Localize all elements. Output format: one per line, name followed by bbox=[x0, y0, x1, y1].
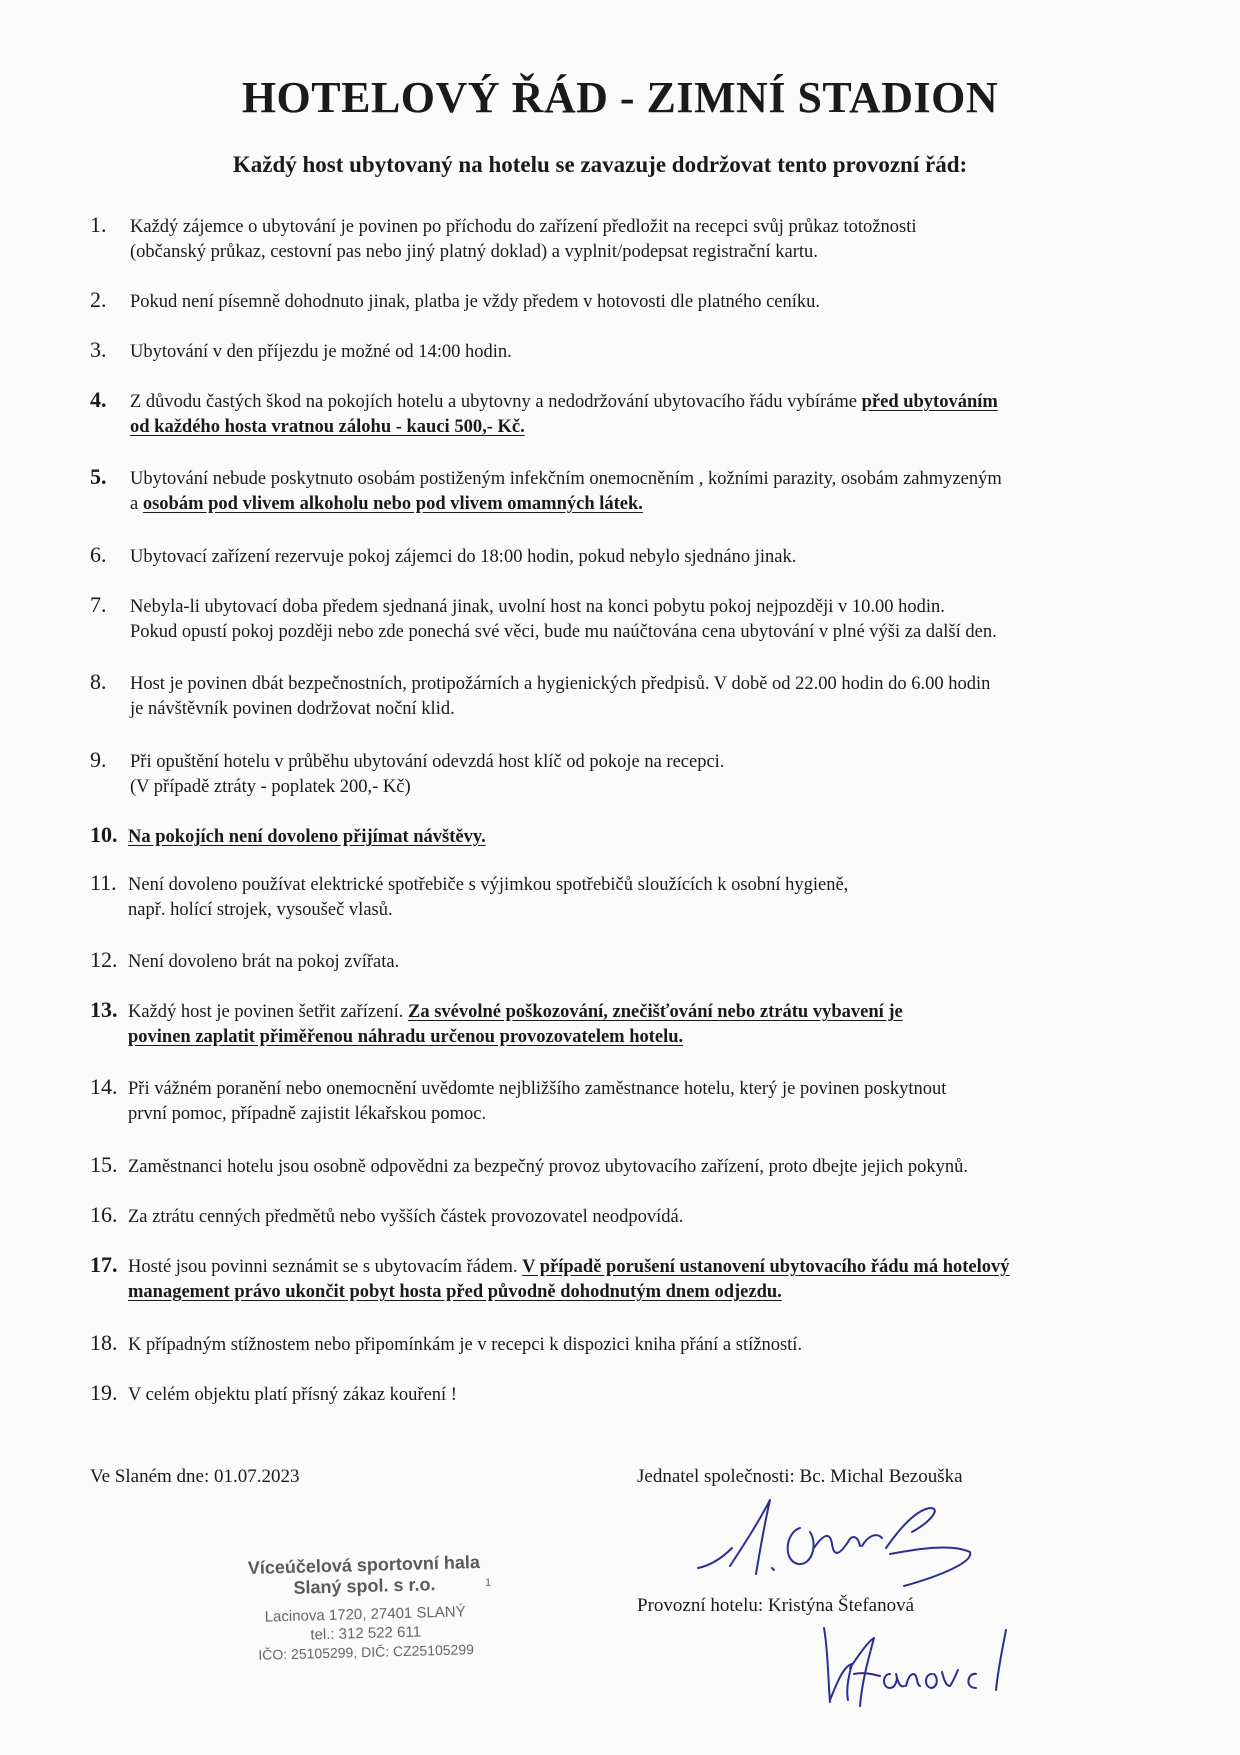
rule-line bbox=[128, 1000, 1168, 1025]
rule-emphasis: management právo ukončit pobyt hosta před původně dohodnutým dnem odjezdu. bbox=[128, 1282, 782, 1302]
rule-segment: a bbox=[130, 494, 143, 514]
rule-segment: (V případě ztráty - poplatek 200,- Kč) bbox=[130, 777, 411, 797]
rule-line bbox=[130, 215, 1170, 240]
rule-line bbox=[128, 1383, 1168, 1408]
rule-segment: Ubytování nebude poskytnuto osobám postiženým infekčním onemocněním , kožními parazity, osobám zahmyzeným bbox=[130, 469, 1002, 489]
rule-line bbox=[128, 873, 1168, 898]
rule-line bbox=[128, 1280, 1168, 1305]
rule-text bbox=[130, 215, 1170, 265]
rule-line bbox=[130, 595, 1170, 620]
rule-segment: Není dovoleno používat elektrické spotřebiče s výjimkou spotřebičů sloužících k osobní hygieně, bbox=[128, 875, 849, 895]
rule-segment: např. holící strojek, vysoušeč vlasů. bbox=[128, 900, 393, 920]
rule-number: 5. bbox=[90, 464, 107, 489]
rule-text bbox=[130, 290, 1170, 315]
rule-number: 18. bbox=[90, 1330, 118, 1355]
stamp-phone: tel.: 312 522 611 bbox=[310, 1623, 422, 1644]
rule-number: 4. bbox=[90, 387, 107, 412]
rule-number: 11. bbox=[90, 870, 117, 895]
rule-segment: Zaměstnanci hotelu jsou osobně odpovědni za bezpečný provoz ubytovacího zařízení, proto dbejte jejich pokynů. bbox=[128, 1157, 968, 1177]
rule-text bbox=[128, 873, 1168, 923]
rule-text bbox=[130, 595, 1170, 645]
rule-segment: Při opuštění hotelu v průběhu ubytování odevzdá host klíč od pokoje na recepci. bbox=[130, 752, 725, 772]
rule-segment: Host je povinen dbát bezpečnostních, protipožárních a hygienických předpisů. V době od 22.00 hodin do 6.00 hodin bbox=[130, 674, 991, 694]
rule-text bbox=[128, 1205, 1168, 1230]
manager-signature bbox=[810, 1620, 1040, 1710]
rule-text bbox=[128, 1255, 1168, 1305]
rule-text bbox=[128, 1155, 1168, 1180]
rule-line bbox=[128, 1255, 1168, 1280]
rule-segment: Pokud není písemně dohodnuto jinak, platba je vždy předem v hotovosti dle platného ceníku. bbox=[130, 292, 821, 312]
place-date: Ve Slaném dne: 01.07.2023 bbox=[90, 1466, 300, 1487]
rule-line bbox=[128, 1102, 1168, 1127]
rule-segment: Nebyla-li ubytovací doba předem sjednaná jinak, uvolní host na konci pobytu pokoj nejpozději v 10.00 hodin. bbox=[130, 597, 945, 617]
rule-number: 19. bbox=[90, 1380, 118, 1405]
manager-name: Provozní hotelu: Kristýna Štefanová bbox=[637, 1595, 915, 1616]
rule-number: 14. bbox=[90, 1074, 118, 1099]
rule-line bbox=[130, 340, 1170, 365]
rule-segment: první pomoc, případně zajistit lékařskou pomoc. bbox=[128, 1104, 487, 1124]
stamp-address: Lacinova 1720, 27401 SLANÝ bbox=[264, 1603, 466, 1626]
rule-line bbox=[130, 775, 1170, 800]
rule-text bbox=[130, 340, 1170, 365]
document-title: HOTELOVÝ ŘÁD - ZIMNÍ STADION bbox=[241, 73, 999, 122]
rule-line bbox=[128, 1333, 1168, 1358]
rule-line bbox=[128, 1077, 1168, 1102]
rule-line bbox=[128, 1205, 1168, 1230]
rule-line bbox=[130, 415, 1170, 440]
rule-segment: Každý host je povinen šetřit zařízení. bbox=[128, 1002, 408, 1022]
rule-emphasis: od každého hosta vratnou zálohu - kauci 500,- Kč. bbox=[130, 417, 525, 437]
rule-line bbox=[130, 290, 1170, 315]
rule-emphasis: před ubytováním bbox=[861, 392, 998, 412]
rule-segment: je návštěvník povinen dodržovat noční klid. bbox=[130, 699, 455, 719]
rule-emphasis: povinen zaplatit přiměřenou náhradu určenou provozovatelem hotelu. bbox=[128, 1027, 684, 1047]
rule-segment: Při vážném poranění nebo onemocnění uvědomte nejbližšího zaměstnance hotelu, který je povinen poskytnout bbox=[128, 1079, 947, 1099]
rule-text bbox=[130, 390, 1170, 440]
rule-number: 8. bbox=[90, 669, 107, 694]
rule-number: 6. bbox=[90, 542, 107, 567]
rule-line bbox=[128, 950, 1168, 975]
rule-number: 10. bbox=[90, 822, 118, 847]
rule-line bbox=[130, 390, 1170, 415]
rule-segment: Ubytování v den příjezdu je možné od 14:00 hodin. bbox=[130, 342, 512, 362]
rule-line bbox=[130, 620, 1170, 645]
rule-segment: K případným stížnostem nebo připomínkám je v recepci k dispozici kniha přání a stížností. bbox=[128, 1335, 803, 1355]
rule-text bbox=[130, 545, 1170, 570]
rule-line bbox=[130, 492, 1170, 517]
rule-segment: (občanský průkaz, cestovní pas nebo jiný platný doklad) a vyplnit/podepsat registrační kartu. bbox=[130, 242, 818, 262]
rule-segment: Za ztrátu cenných předmětů nebo vyšších částek provozovatel neodpovídá. bbox=[128, 1207, 684, 1227]
rule-line bbox=[130, 240, 1170, 265]
stamp-line-2: Slaný spol. s r.o. bbox=[293, 1574, 436, 1598]
rule-number: 17. bbox=[90, 1252, 118, 1277]
rule-line bbox=[130, 697, 1170, 722]
rule-text bbox=[128, 1333, 1168, 1358]
rule-number: 9. bbox=[90, 747, 107, 772]
rule-text bbox=[128, 1383, 1168, 1408]
stamp-line-1: Víceúčelová sportovní hala bbox=[247, 1551, 481, 1579]
rule-text bbox=[130, 672, 1170, 722]
rule-segment: Pokud opustí pokoj později nebo zde ponechá své věci, bude mu naúčtována cena ubytování v plné výši za další den. bbox=[130, 622, 997, 642]
rule-number: 15. bbox=[90, 1152, 118, 1177]
rule-line bbox=[128, 1025, 1168, 1050]
rule-line bbox=[128, 825, 1168, 850]
rule-emphasis: Na pokojích není dovoleno přijímat návštěvy. bbox=[128, 827, 486, 847]
rule-text bbox=[128, 950, 1168, 975]
rule-segment: Každý zájemce o ubytování je povinen po příchodu do zařízení předložit na recepci svůj průkaz totožnosti bbox=[130, 217, 917, 237]
stamp-ids: IČO: 25105299, DIČ: CZ25105299 bbox=[258, 1641, 475, 1663]
rule-line bbox=[128, 898, 1168, 923]
rule-text bbox=[128, 825, 1168, 850]
rule-line bbox=[128, 1155, 1168, 1180]
rule-line bbox=[130, 750, 1170, 775]
rule-segment: Není dovoleno brát na pokoj zvířata. bbox=[128, 952, 400, 972]
rule-segment: V celém objektu platí přísný zákaz kouření ! bbox=[128, 1385, 457, 1405]
rule-text bbox=[128, 1077, 1168, 1127]
rule-text bbox=[130, 750, 1170, 800]
rule-line bbox=[130, 672, 1170, 697]
rule-number: 16. bbox=[90, 1202, 118, 1227]
rule-emphasis: V případě porušení ustanovení ubytovacího řádu má hotelový bbox=[522, 1257, 1010, 1277]
rule-number: 13. bbox=[90, 997, 118, 1022]
director-signature bbox=[690, 1488, 1000, 1588]
rule-number: 3. bbox=[90, 337, 107, 362]
rule-text bbox=[128, 1000, 1168, 1050]
rule-emphasis: Za svévolné poškozování, znečišťování nebo ztrátu vybavení je bbox=[407, 1002, 903, 1022]
rule-line bbox=[130, 545, 1170, 570]
rule-number: 12. bbox=[90, 947, 118, 972]
stamp-number: 1 bbox=[485, 1577, 492, 1589]
rule-segment: Ubytovací zařízení rezervuje pokoj zájemci do 18:00 hodin, pokud nebylo sjednáno jinak. bbox=[130, 547, 797, 567]
company-stamp bbox=[229, 1551, 502, 1664]
rule-number: 2. bbox=[90, 287, 107, 312]
director-name: Jednatel společnosti: Bc. Michal Bezouška bbox=[637, 1466, 963, 1487]
document-subtitle: Každý host ubytovaný na hotelu se zavazuje dodržovat tento provozní řád: bbox=[232, 152, 968, 177]
rule-segment: Z důvodu častých škod na pokojích hotelu a ubytovny a nedodržování ubytovacího řádu vybíráme bbox=[130, 392, 862, 412]
rule-emphasis: osobám pod vlivem alkoholu nebo pod vlivem omamných látek. bbox=[142, 494, 643, 514]
rule-number: 7. bbox=[90, 592, 107, 617]
rule-text bbox=[130, 467, 1170, 517]
rule-number: 1. bbox=[90, 212, 107, 237]
rule-line bbox=[130, 467, 1170, 492]
rule-segment: Hosté jsou povinni seznámit se s ubytovacím řádem. bbox=[128, 1257, 523, 1277]
